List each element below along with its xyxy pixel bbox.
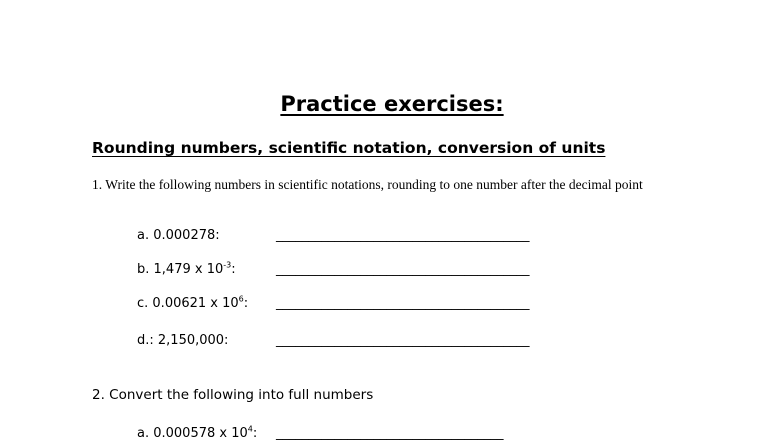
item-b-label: [137, 262, 236, 277]
item-a-label: a. 0.000278:: [137, 228, 220, 243]
question-1-item-b: [137, 262, 236, 277]
question-1-item-c: [137, 296, 248, 311]
question-1-instruction: 1. Write the following numbers in scientific notations, rounding to one number after the decimal point: [92, 177, 643, 192]
item-b-prefix: b. 1,479 x 10: [137, 262, 224, 277]
question-2-item-a: [137, 426, 257, 441]
q2-answer-blank-a[interactable]: ___________________________________: [276, 426, 504, 441]
q2-item-a-label: [137, 426, 257, 441]
answer-blank-c[interactable]: _______________________________________: [276, 296, 530, 311]
question-1-item-d: [137, 333, 228, 348]
item-d-label: d.: 2,150,000:: [137, 333, 229, 348]
item-c-suffix: :: [243, 296, 249, 311]
q2-item-a-prefix: a. 0.000578 x 10: [137, 426, 248, 441]
section-subtitle: Rounding numbers, scientific notation, conversion of units: [92, 139, 606, 157]
question-2-instruction: 2. Convert the following into full numbers: [92, 387, 374, 403]
answer-blank-a[interactable]: _______________________________________: [276, 228, 530, 243]
q2-item-a-exponent: 4: [247, 424, 253, 434]
item-b-exponent: -3: [223, 260, 232, 270]
page-title: Practice exercises:: [280, 92, 504, 116]
item-b-suffix: :: [231, 262, 236, 277]
q2-item-a-suffix: :: [252, 426, 258, 441]
item-c-label: [137, 296, 248, 311]
answer-blank-b[interactable]: _______________________________________: [276, 262, 530, 277]
answer-blank-d[interactable]: _______________________________________: [276, 333, 530, 348]
item-c-exponent: 6: [238, 294, 244, 304]
item-c-prefix: c. 0.00621 x 10: [137, 296, 239, 311]
question-1-item-a: [137, 228, 220, 243]
